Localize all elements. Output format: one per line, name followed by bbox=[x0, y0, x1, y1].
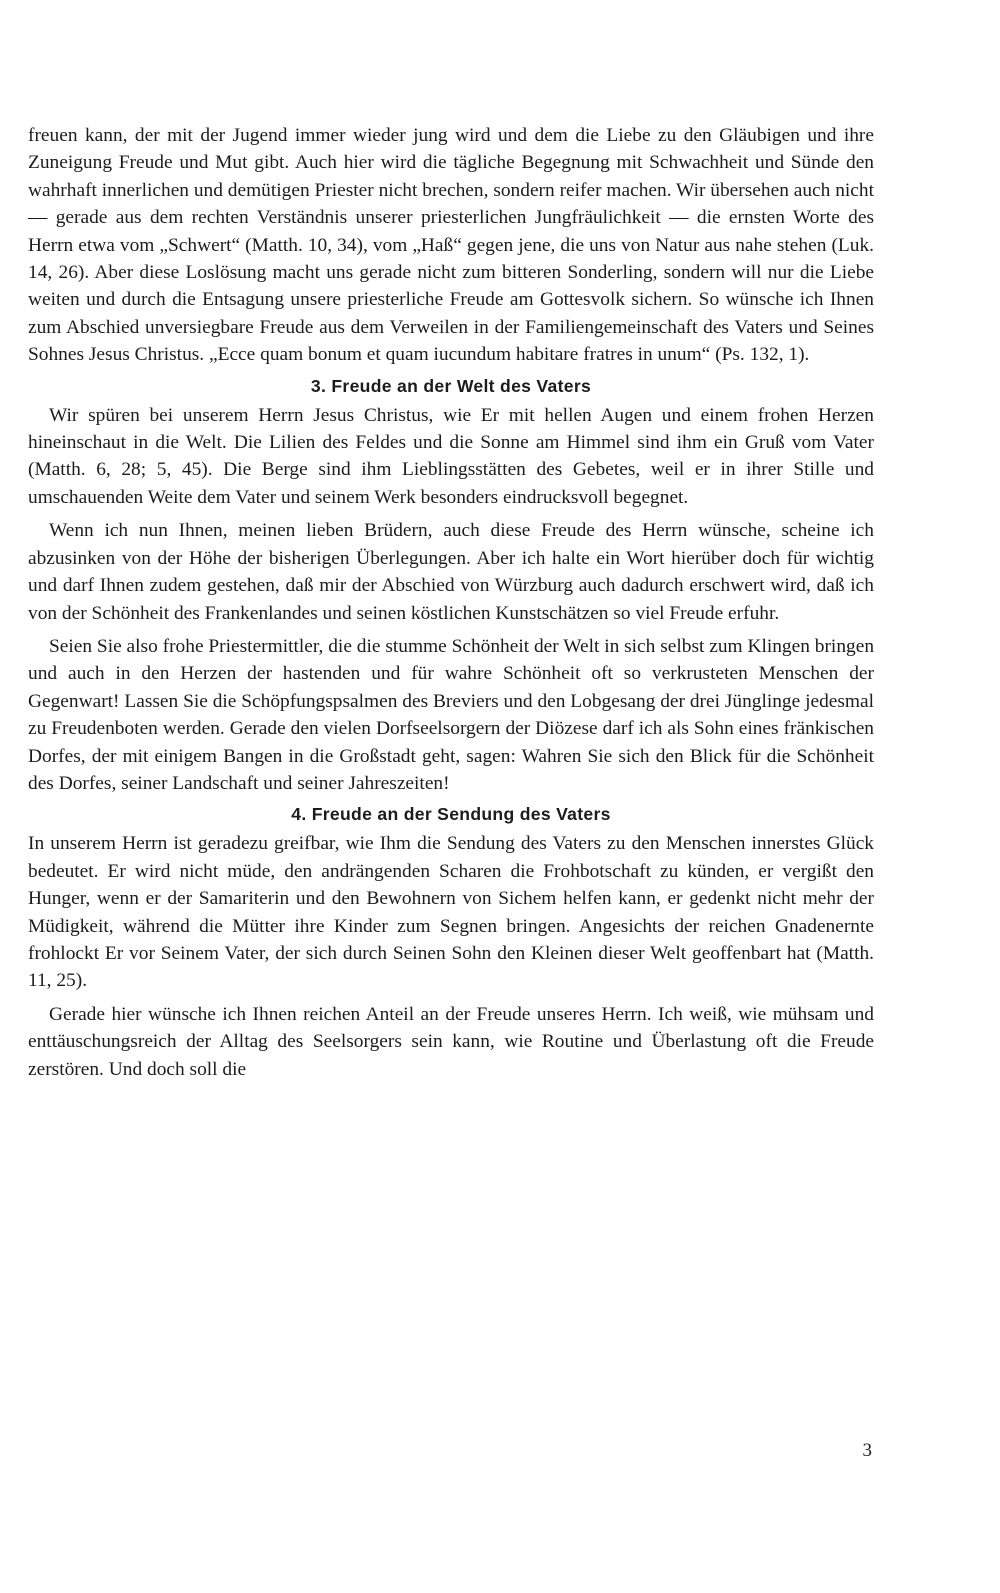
paragraph: Wenn ich nun Ihnen, meinen lieben Brüdern, auch diese Freude des Herrn wünsche, scheine ich abzusinken von der Höhe der bisherigen Überlegungen. Aber ich halte ein Wort hierüber doch für wichtig und darf Ihnen zudem gestehen, daß mir der Abschied von Würzburg auch dadurch erschwert wird, daß ich von der Schönheit des Frankenlandes und seinen köstlichen Kunstschätzen so viel Freude erfuhr. bbox=[28, 520, 874, 624]
paragraph: Wir spüren bei unserem Herrn Jesus Christus, wie Er mit hellen Augen und einem frohen Herzen hineinschaut in die Welt. Die Lilien des Feldes und die Sonne am Himmel sind ihm ein Gruß vom Vater (Matth. 6, 28; 5, 45). Die Berge sind ihm Lieblingsstätten des Gebetes, weil er in ihrer Stille und umschauenden Weite dem Vater und seinem Werk besonders eindrucksvoll begegnet. bbox=[28, 404, 874, 508]
paragraph: Gerade hier wünsche ich Ihnen reichen Anteil an der Freude unseres Herrn. Ich weiß, wie mühsam und enttäuschungsreich der Alltag des Seelsorgers sein kann, wie Routine und Überlastung oft die Freude zerstören. Und doch soll die bbox=[28, 1003, 874, 1080]
paragraph: Seien Sie also frohe Priestermittler, die die stumme Schönheit der Welt in sich selbst zum Klingen bringen und auch in den Herzen der hastenden und für wahre Schönheit oft so verkrusteten Menschen der Gegenwart! Lassen Sie die Schöpfungspsalmen des Breviers und den Lobgesang der drei Jünglinge jedesmal zu Freudenboten werden. Gerade den vielen Dorfseelsorgern der Diözese darf ich als Sohn eines fränkischen Dorfes, der mit einigem Bangen in die Großstadt geht, sagen: Wahren Sie sich den Blick für die Schönheit des Dorfes, seiner Landschaft und seiner Jahreszeiten! bbox=[28, 635, 875, 794]
section-heading-3: 3. Freude an der Welt des Vaters bbox=[310, 375, 592, 396]
paragraph-continued: freuen kann, der mit der Jugend immer wieder jung wird und dem die Liebe zu den Gläubigen und ihre Zuneigung Freude und Mut gibt. Auch hier wird die tägliche Begegnung mit Schwachheit und Sünde den wahrhaft innerlichen und demütigen Priester nicht brechen, sondern reifer machen. Wir übersehen auch nicht — gerade aus dem rechten Verständnis unserer priesterlichen Jungfräulichkeit — die ernsten Worte des Herrn etwa vom „Schwert“ (Matth. 10, 34), vom „Haß“ gegen jene, die uns von Natur aus nahe stehen (Luk. 14, 26). Aber diese Loslösung macht uns gerade nicht zum bitteren Sonderling, sondern will nur die Liebe weiten und durch die Entsagung unsere priesterliche Freude am Gottesvolk sichern. So wünsche ich Ihnen zum Abschied unversiegbare Freude aus dem Verweilen in der Familiengemeinschaft des Vaters und Seines Sohnes Jesus Christus. „Ecce quam bonum et quam iucundum habitare fratres in unum“ (Ps. 132, 1). bbox=[28, 125, 874, 366]
paragraph: In unserem Herrn ist geradezu greifbar, wie Ihm die Sendung des Vaters zu den Menschen innerstes Glück bedeutet. Er wird nicht müde, den andrängenden Scharen die Frohbotschaft zu künden, er vergißt den Hunger, wenn er der Samariterin und den Bewohnern von Sichem helfen kann, er gedenkt nicht mehr der Müdigkeit, während die Mütter ihre Kinder zum Segnen bringen. Angesichts der reichen Gnadenernte frohlockt Er vor Seinem Vater, der sich durch Seinen Sohn den Kleinen dieser Welt geoffenbart hat (Matth. 11, 25). bbox=[28, 833, 874, 992]
page-number: 3 bbox=[862, 1440, 872, 1461]
section-heading-4: 4. Freude an der Sendung des Vaters bbox=[291, 804, 611, 825]
page-body bbox=[28, 122, 874, 1083]
